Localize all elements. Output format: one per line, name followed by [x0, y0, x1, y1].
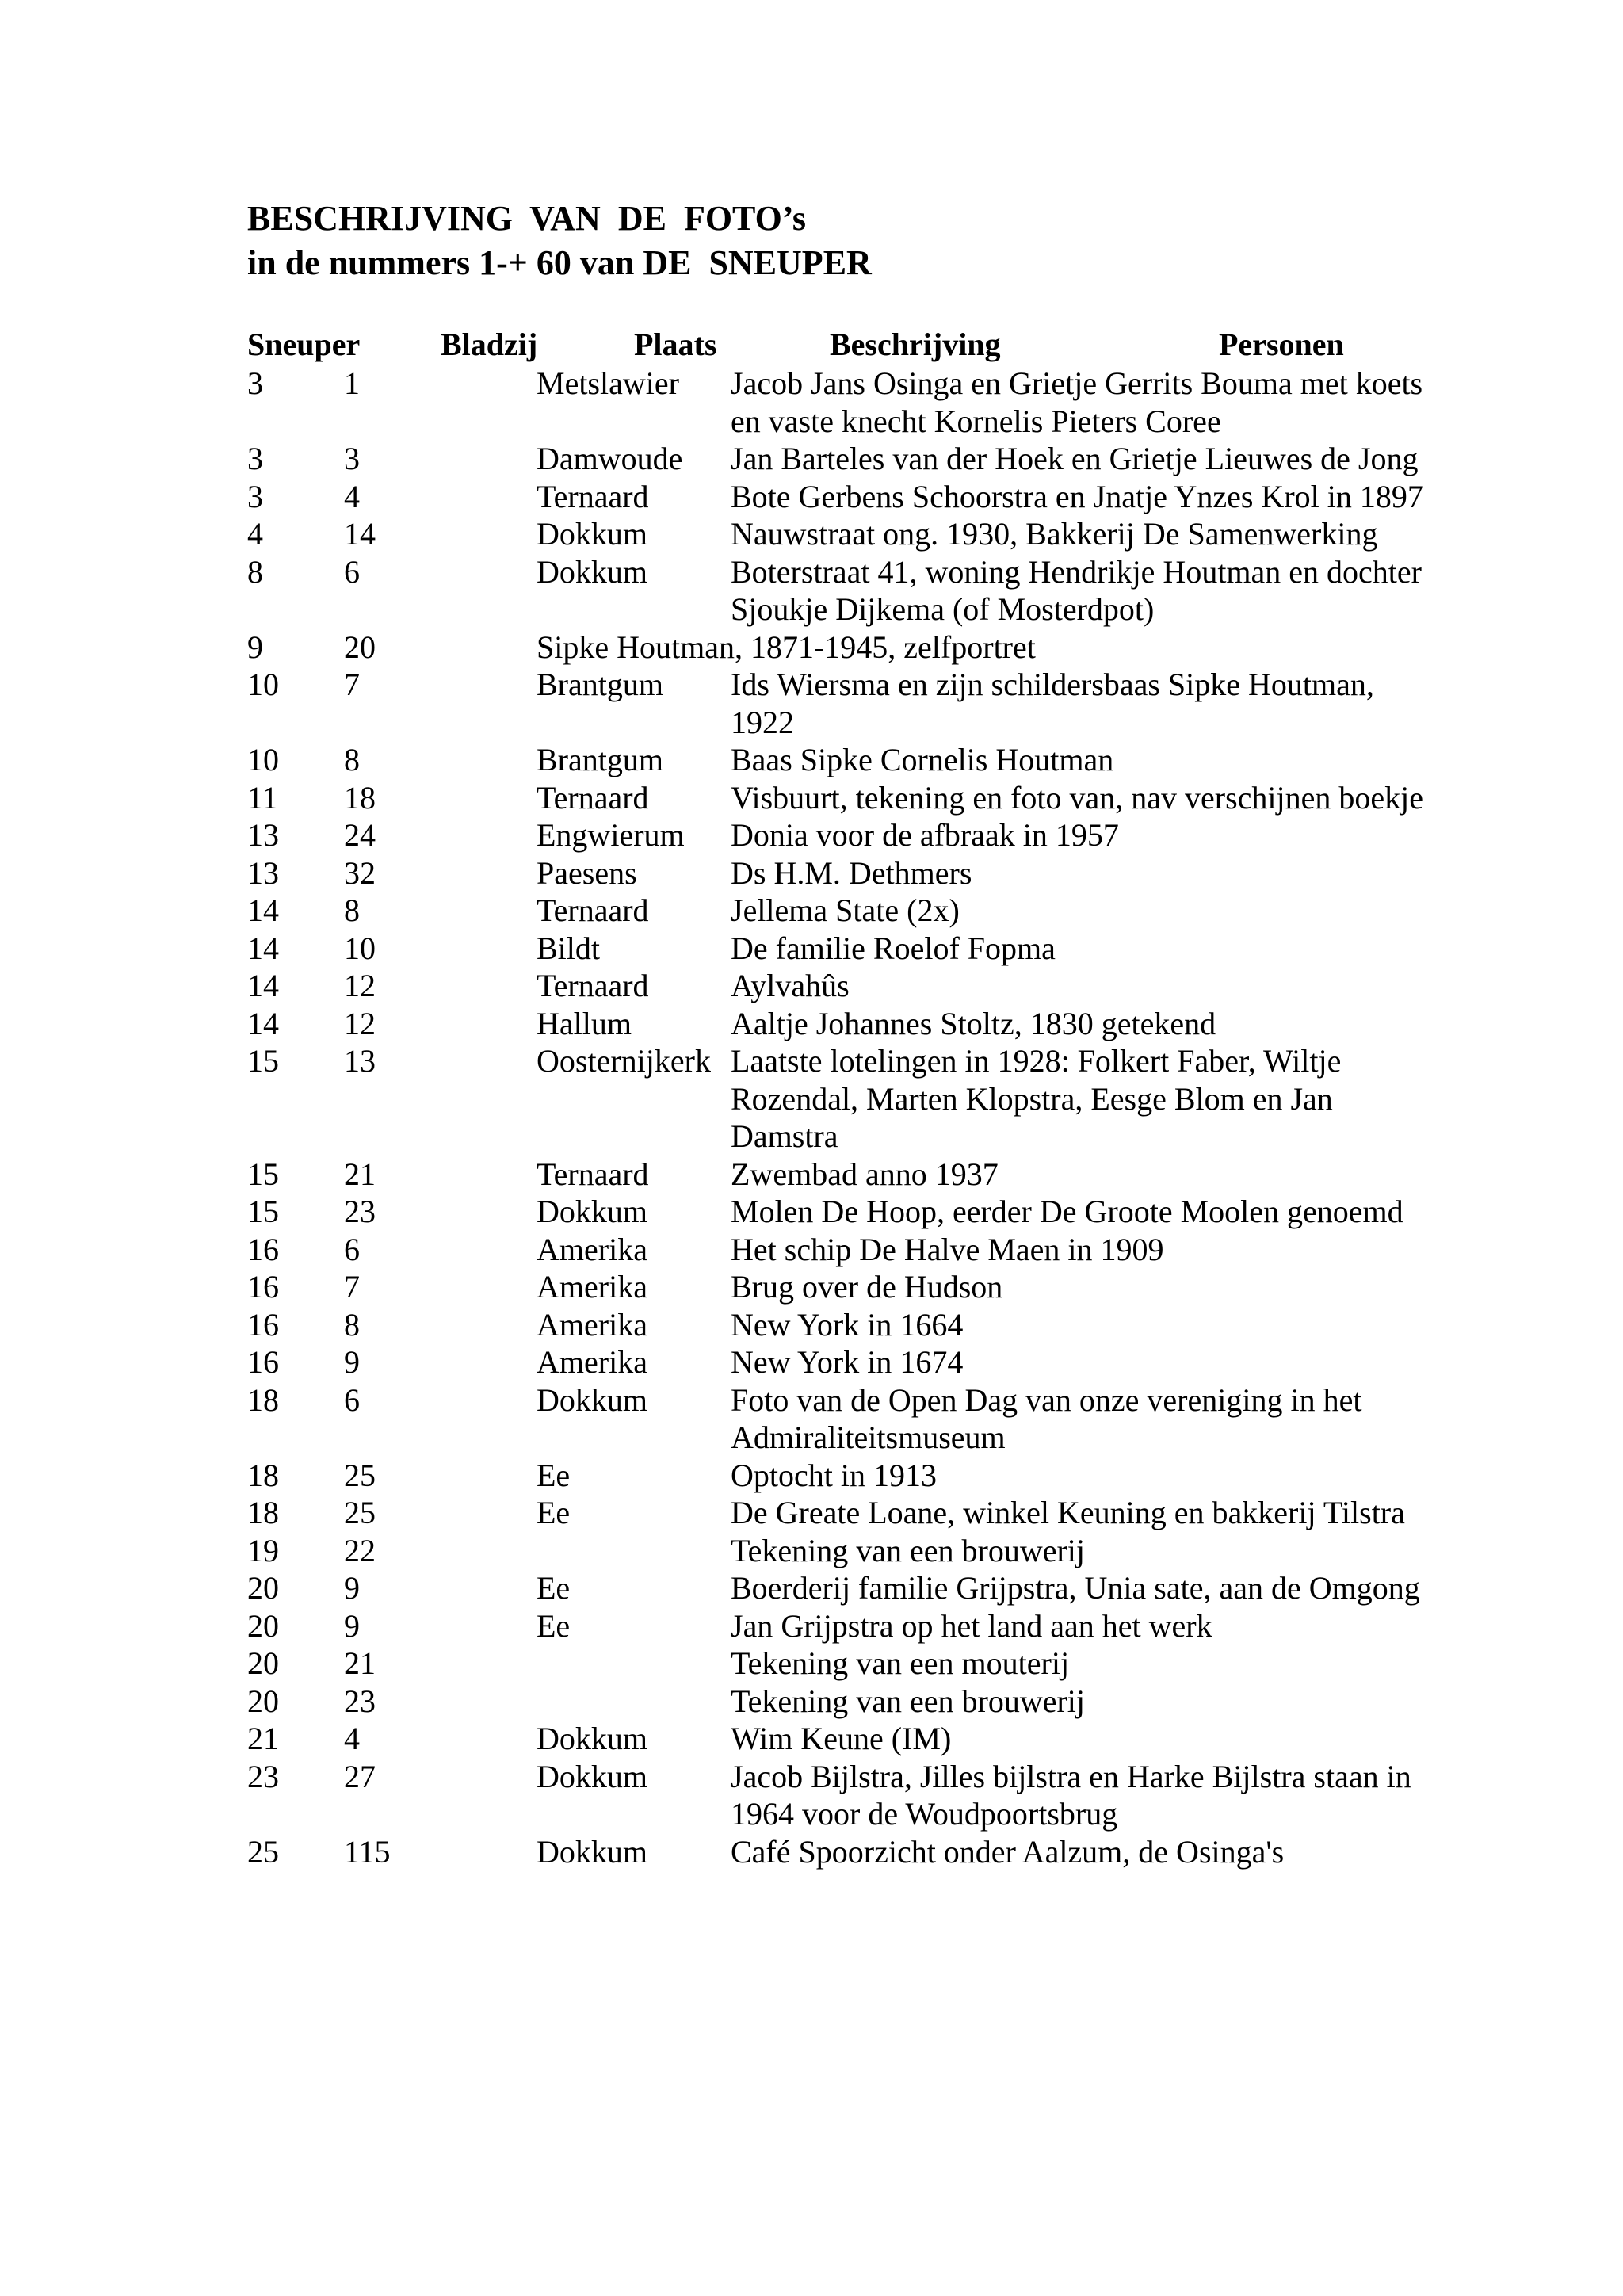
cell-bladzij: 12 [344, 968, 376, 1003]
cell-bladzij: 13 [344, 1043, 376, 1079]
cell-bladzij: 6 [344, 553, 360, 590]
cell-plaats: Ternaard [537, 1156, 649, 1192]
cell-plaats: Ee [537, 1570, 571, 1606]
cell-plaats: Bildt [537, 930, 601, 966]
cell-beschrijving: Boterstraat 41, woning Hendrikje Houtman en dochter Sjoukje Dijkema (of Mosterdpot) [731, 553, 1422, 627]
cell-plaats: Metslawier [537, 365, 679, 401]
cell-bladzij: 23 [344, 1683, 376, 1719]
cell-bladzij: 1 [344, 365, 360, 401]
cell-bladzij: 8 [344, 1306, 360, 1343]
header-beschrijving: Beschrijving [830, 327, 1001, 362]
cell-sneuper: 18 [247, 1457, 279, 1493]
table-row [0, 1343, 1623, 1381]
cell-beschrijving: New York in 1664 [731, 1306, 964, 1343]
table-row [0, 1494, 1623, 1532]
document-title: BESCHRIJVING VAN DE FOTO’s [247, 199, 806, 238]
cell-bladzij: 14 [344, 516, 376, 552]
cell-bladzij: 22 [344, 1532, 376, 1568]
cell-sneuper: 11 [247, 779, 278, 816]
cell-plaats: Dokkum [537, 516, 647, 552]
cell-sneuper: 16 [247, 1231, 279, 1267]
cell-bladzij: 9 [344, 1607, 360, 1644]
cell-beschrijving: Café Spoorzicht onder Aalzum, de Osinga's [731, 1833, 1285, 1870]
cell-bladzij: 3 [344, 441, 360, 476]
header-plaats: Plaats [634, 327, 717, 362]
table-row [0, 816, 1623, 854]
header-personen: Personen [1219, 327, 1344, 362]
cell-bladzij: 8 [344, 892, 360, 928]
cell-sneuper: 20 [247, 1645, 279, 1681]
photo-table [0, 365, 1623, 1870]
table-row [0, 779, 1623, 817]
cell-sneuper: 14 [247, 968, 279, 1003]
table-row [0, 1268, 1623, 1306]
header-sneuper: Sneuper [247, 327, 361, 362]
table-row [0, 553, 1623, 628]
cell-beschrijving: Het schip De Halve Maen in 1909 [731, 1231, 1164, 1267]
cell-beschrijving: Tekening van een brouwerij [731, 1532, 1086, 1568]
cell-sneuper: 20 [247, 1607, 279, 1644]
cell-sneuper: 25 [247, 1833, 279, 1870]
table-row [0, 1005, 1623, 1043]
table-row [0, 892, 1623, 930]
cell-bladzij: 21 [344, 1645, 376, 1681]
table-row [0, 854, 1623, 892]
table-row [0, 1720, 1623, 1758]
cell-sneuper: 16 [247, 1269, 279, 1305]
cell-sneuper: 20 [247, 1570, 279, 1606]
cell-sneuper: 15 [247, 1156, 279, 1192]
table-row [0, 1645, 1623, 1683]
table-row [0, 1607, 1623, 1645]
table-row [0, 1306, 1623, 1344]
cell-plaats: Ternaard [537, 478, 649, 514]
cell-sneuper: 10 [247, 667, 279, 702]
cell-beschrijving: Nauwstraat ong. 1930, Bakkerij De Samenwerking [731, 516, 1378, 552]
cell-beschrijving: Laatste lotelingen in 1928: Folkert Faber, Wiltje Rozendal, Marten Klopstra, Eesge Blom en Jan Damstra [731, 1043, 1342, 1154]
cell-plaats: Paesens [537, 854, 637, 891]
cell-beschrijving: De Greate Loane, winkel Keuning en bakkerij Tilstra [731, 1495, 1405, 1530]
cell-plaats: Dokkum [537, 553, 647, 590]
cell-sneuper: 10 [247, 742, 279, 777]
cell-beschrijving: New York in 1674 [731, 1344, 964, 1380]
cell-plaats: Ternaard [537, 892, 649, 928]
cell-bladzij: 9 [344, 1344, 360, 1380]
cell-beschrijving: Jacob Bijlstra, Jilles bijlstra en Harke Bijlstra staan in 1964 voor de Woudpoortsbrug [731, 1758, 1411, 1832]
table-row [0, 1156, 1623, 1194]
cell-beschrijving: Visbuurt, tekening en foto van, nav verschijnen boekje [731, 779, 1424, 816]
cell-bladzij: 20 [344, 628, 376, 665]
table-row [0, 1758, 1623, 1833]
cell-bladzij: 12 [344, 1005, 376, 1041]
cell-plaats: Hallum [537, 1005, 632, 1041]
cell-beschrijving: Zwembad anno 1937 [731, 1156, 999, 1192]
cell-beschrijving: De familie Roelof Fopma [731, 930, 1056, 966]
cell-sneuper: 15 [247, 1043, 279, 1079]
table-row [0, 1231, 1623, 1269]
cell-sneuper: 9 [247, 628, 263, 665]
table-row [0, 1683, 1623, 1721]
cell-plaats: Ternaard [537, 968, 649, 1003]
cell-beschrijving: Baas Sipke Cornelis Houtman [731, 742, 1114, 777]
cell-sneuper: 8 [247, 553, 263, 590]
cell-beschrijving: Bote Gerbens Schoorstra en Jnatje Ynzes Krol in 1897 [731, 478, 1423, 514]
cell-sneuper: 18 [247, 1495, 279, 1530]
table-row [0, 666, 1623, 741]
cell-plaats: Engwierum [537, 817, 685, 853]
cell-sneuper: 21 [247, 1721, 279, 1756]
cell-sneuper: 23 [247, 1758, 279, 1794]
cell-sneuper: 13 [247, 854, 279, 891]
cell-sneuper: 15 [247, 1194, 279, 1229]
cell-plaats: Amerika [537, 1269, 647, 1305]
cell-sneuper: 13 [247, 817, 279, 853]
cell-beschrijving: Molen De Hoop, eerder De Groote Moolen genoemd [731, 1194, 1403, 1229]
cell-plaats: Ee [537, 1457, 571, 1493]
cell-beschrijving: Ids Wiersma en zijn schildersbaas Sipke Houtman, 1922 [731, 667, 1374, 740]
cell-beschrijving: Wim Keune (IM) [731, 1721, 952, 1756]
cell-sneuper: 16 [247, 1344, 279, 1380]
cell-beschrijving: Foto van de Open Dag van onze vereniging in het Admiraliteitsmuseum [731, 1381, 1362, 1455]
cell-plaats: Dokkum [537, 1381, 647, 1418]
cell-sneuper: 16 [247, 1306, 279, 1343]
cell-beschrijving: Aylvahûs [731, 968, 850, 1003]
cell-plaats: Amerika [537, 1231, 647, 1267]
table-row [0, 930, 1623, 968]
cell-bladzij: 25 [344, 1457, 376, 1493]
table-row [0, 628, 1623, 667]
cell-plaats: Ee [537, 1607, 571, 1644]
cell-bladzij: 24 [344, 817, 376, 853]
cell-plaats: Dokkum [537, 1833, 647, 1870]
cell-plaats: Amerika [537, 1344, 647, 1380]
cell-sneuper: 20 [247, 1683, 279, 1719]
cell-bladzij: 27 [344, 1758, 376, 1794]
cell-beschrijving: Jacob Jans Osinga en Grietje Gerrits Bouma met koets en vaste knecht Kornelis Pieters Coree [731, 365, 1423, 439]
cell-sneuper: 14 [247, 1005, 279, 1041]
table-row [0, 478, 1623, 516]
cell-bladzij: 115 [344, 1833, 391, 1870]
cell-beschrijving: Aaltje Johannes Stoltz, 1830 getekend [731, 1005, 1216, 1041]
cell-beschrijving: Ds H.M. Dethmers [731, 854, 972, 891]
cell-beschrijving: Boerderij familie Grijpstra, Unia sate, aan de Omgong [731, 1570, 1420, 1606]
cell-beschrijving: Tekening van een brouwerij [731, 1683, 1086, 1719]
cell-bladzij: 4 [344, 1721, 360, 1756]
cell-sneuper: 19 [247, 1532, 279, 1568]
cell-plaats: Ee [537, 1495, 571, 1530]
cell-bladzij: 10 [344, 930, 376, 966]
cell-bladzij: 7 [344, 1269, 360, 1305]
cell-plaats: Damwoude [537, 441, 683, 476]
cell-sneuper: 3 [247, 478, 263, 514]
cell-plaats: Dokkum [537, 1194, 647, 1229]
table-row [0, 1042, 1623, 1156]
cell-beschrijving: Optocht in 1913 [731, 1457, 937, 1493]
document-subtitle: in de nummers 1-+ 60 van DE SNEUPER [247, 243, 872, 282]
cell-sneuper: 14 [247, 930, 279, 966]
cell-beschrijving: Jan Barteles van der Hoek en Grietje Lieuwes de Jong [731, 441, 1419, 476]
cell-bladzij: 9 [344, 1570, 360, 1606]
cell-beschrijving: Jan Grijpstra op het land aan het werk [731, 1607, 1212, 1644]
table-row [0, 1532, 1623, 1570]
cell-sneuper: 4 [247, 516, 263, 552]
cell-plaats: Oosternijkerk [537, 1043, 711, 1079]
table-row [0, 967, 1623, 1005]
cell-plaats: Brantgum [537, 742, 663, 777]
table-row [0, 1833, 1623, 1871]
cell-plaats: Dokkum [537, 1758, 647, 1794]
cell-plaats: Ternaard [537, 779, 649, 816]
cell-bladzij: 8 [344, 742, 360, 777]
cell-bladzij: 6 [344, 1231, 360, 1267]
cell-plaats: Amerika [537, 1306, 647, 1343]
table-row [0, 1193, 1623, 1231]
cell-bladzij: 7 [344, 667, 360, 702]
cell-beschrijving: Donia voor de afbraak in 1957 [731, 817, 1119, 853]
cell-beschrijving: Jellema State (2x) [731, 892, 960, 928]
table-row [0, 365, 1623, 440]
cell-sneuper: 14 [247, 892, 279, 928]
table-row [0, 440, 1623, 478]
cell-bladzij: 4 [344, 478, 360, 514]
cell-bladzij: 32 [344, 854, 376, 891]
header-bladzij: Bladzij [441, 327, 538, 362]
cell-bladzij: 18 [344, 779, 376, 816]
cell-sneuper: 3 [247, 441, 263, 476]
cell-plaats: Dokkum [537, 1721, 647, 1756]
cell-sneuper: 18 [247, 1381, 279, 1418]
cell-beschrijving: Brug over de Hudson [731, 1269, 1003, 1305]
cell-bladzij: 21 [344, 1156, 376, 1192]
cell-plaats: Brantgum [537, 667, 663, 702]
cell-sneuper: 3 [247, 365, 263, 401]
table-row [0, 1457, 1623, 1495]
cell-bladzij: 6 [344, 1381, 360, 1418]
cell-bladzij: 23 [344, 1194, 376, 1229]
table-row [0, 515, 1623, 553]
cell-bladzij: 25 [344, 1495, 376, 1530]
cell-plaats: Sipke Houtman, 1871-1945, zelfportret [537, 628, 1036, 665]
table-row [0, 1381, 1623, 1457]
cell-beschrijving: Tekening van een mouterij [731, 1645, 1070, 1681]
table-row [0, 741, 1623, 779]
table-row [0, 1569, 1623, 1607]
